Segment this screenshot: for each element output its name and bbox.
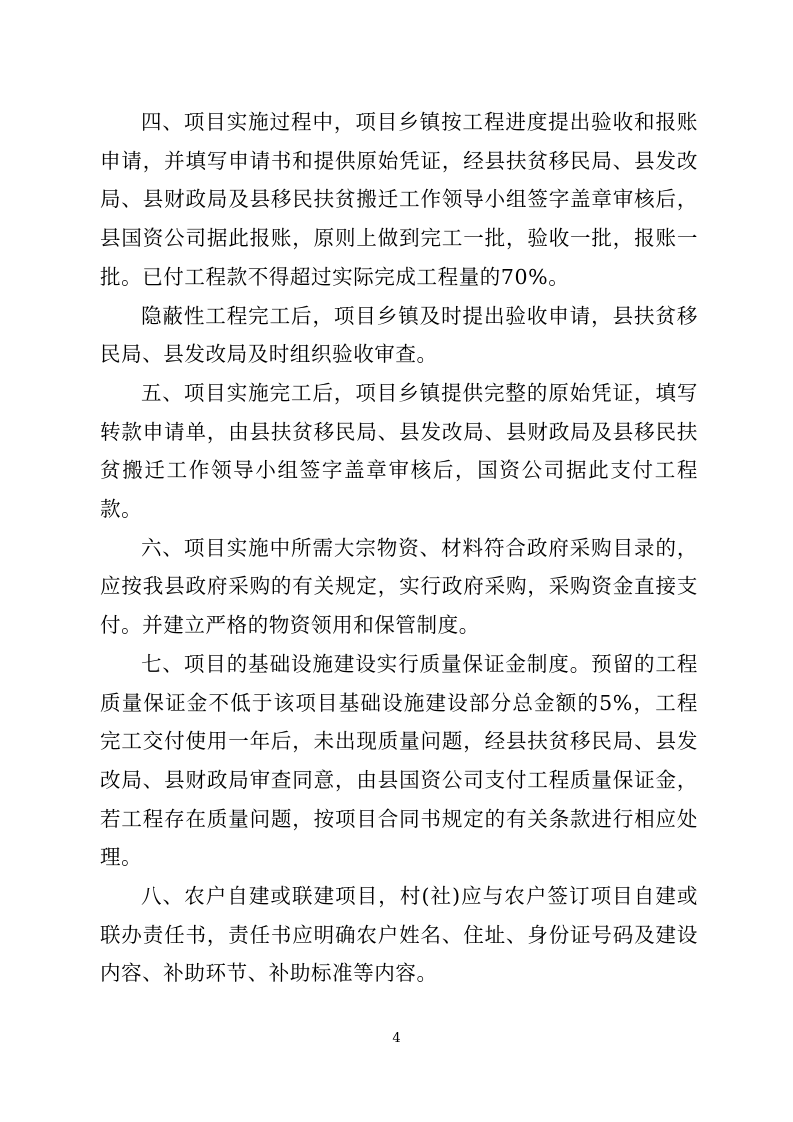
paragraph-section-four: 四、项目实施过程中，项目乡镇按工程进度提出验收和报账申请，并填写申请书和提供原始凭证，经县扶贫移民局、县发改局、县财政局及县移民扶贫搬迁工作领导小组签字盖章审核后，县国资公司据此报账，原则上做到完工一批，验收一批，报账一批。已付工程款不得超过实际完成工程量的70%。 bbox=[100, 110, 698, 289]
body-text bbox=[100, 103, 698, 993]
paragraph-section-six: 六、项目实施中所需大宗物资、材料符合政府采购目录的，应按我县政府采购的有关规定，实行政府采购，采购资金直接支付。并建立严格的物资领用和保管制度。 bbox=[100, 535, 698, 638]
page-number: 4 bbox=[392, 1031, 401, 1046]
paragraph-section-five: 五、项目实施完工后，项目乡镇提供完整的原始凭证，填写转款申请单，由县扶贫移民局、县发改局、县财政局及县移民扶贫搬迁工作领导小组签字盖章审核后，国资公司据此支付工程款。 bbox=[100, 380, 698, 522]
paragraph-concealed-works: 隐蔽性工程完工后，项目乡镇及时提出验收申请，县扶贫移民局、县发改局及时组织验收审查。 bbox=[100, 303, 698, 367]
paragraph-section-eight: 八、农户自建或联建项目，村(社)应与农户签订项目自建或联办责任书，责任书应明确农户姓名、住址、身份证号码及建设内容、补助环节、补助标准等内容。 bbox=[100, 884, 698, 986]
paragraph-section-seven: 七、项目的基础设施建设实行质量保证金制度。预留的工程质量保证金不低于该项目基础设施建设部分总金额的5%，工程完工交付使用一年后，未出现质量问题，经县扶贫移民局、县发改局、县财政局审查同意，由县国资公司支付工程质量保证金，若工程存在质量问题，按项目合同书规定的有关条款进行相应处理。 bbox=[100, 651, 698, 870]
